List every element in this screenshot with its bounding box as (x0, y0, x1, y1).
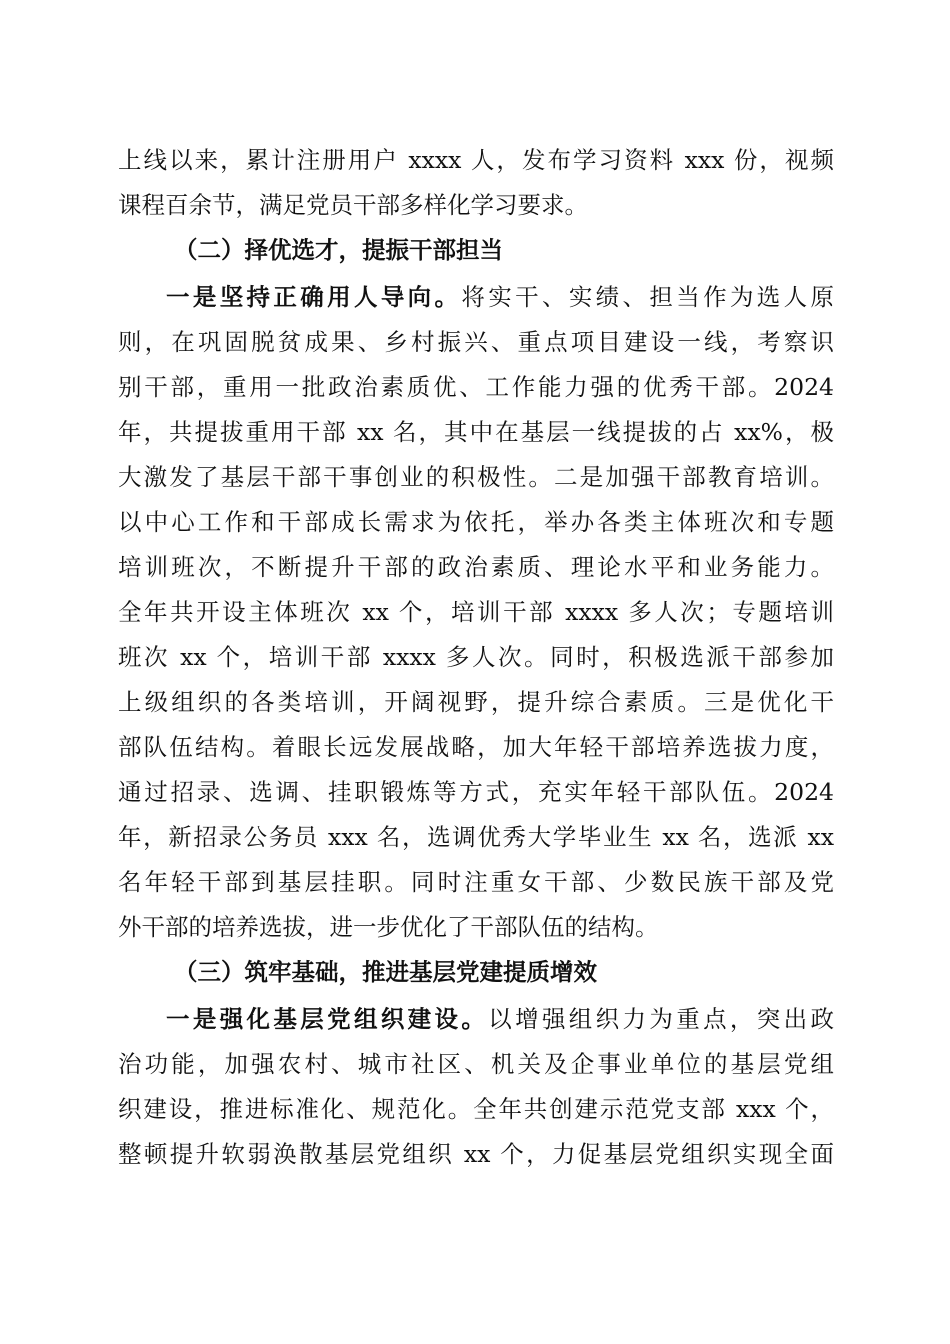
paragraph-line: 课程百余节，满足党员干部多样化学习要求。 (118, 191, 588, 219)
paragraph-text: 以增强组织力为重点，突出政 (488, 1005, 834, 1033)
paragraph-line: 通过招录、选调、挂职锻炼等方式，充实年轻干部队伍。2024 (118, 778, 834, 806)
paragraph-line: 织建设，推进标准化、规范化。全年共创建示范党支部 xxx 个， (118, 1095, 834, 1123)
paragraph-line: 部队伍结构。着眼长远发展战略，加大年轻干部培养选拔力度， (118, 733, 834, 761)
paragraph-line: 大激发了基层干部干事创业的积极性。二是加强干部教育培训。 (118, 463, 834, 491)
paragraph-line: 名年轻干部到基层挂职。同时注重女干部、少数民族干部及党 (118, 868, 834, 896)
section-heading-3: （三）筑牢基础，推进基层党建提质增效 (174, 958, 597, 986)
paragraph-line: 全年共开设主体班次 xx 个，培训干部 xxxx 多人次；专题培训 (118, 598, 834, 626)
paragraph-line: 则，在巩固脱贫成果、乡村振兴、重点项目建设一线，考察识 (118, 328, 834, 356)
paragraph-first-line (118, 999, 834, 1039)
paragraph-line: 整顿提升软弱涣散基层党组织 xx 个，力促基层党组织实现全面 (118, 1140, 834, 1168)
paragraph-line: 外干部的培养选拔，进一步优化了干部队伍的结构。 (118, 913, 659, 941)
lead-phrase: 一是坚持正确用人导向。 (166, 283, 462, 311)
paragraph-line: 上线以来，累计注册用户 xxxx 人，发布学习资料 xxx 份，视频 (118, 146, 834, 174)
paragraph-line: 上级组织的各类培训，开阔视野，提升综合素质。三是优化干 (118, 688, 834, 716)
paragraph-line: 培训班次，不断提升干部的政治素质、理论水平和业务能力。 (118, 553, 834, 581)
paragraph-line: 别干部，重用一批政治素质优、工作能力强的优秀干部。2024 (118, 373, 834, 401)
section-heading-2: （二）择优选才，提振干部担当 (174, 236, 503, 264)
paragraph-text: 将实干、实绩、担当作为选人原 (461, 283, 835, 311)
paragraph-line: 治功能，加强农村、城市社区、机关及企事业单位的基层党组 (118, 1050, 834, 1078)
paragraph-line: 年，新招录公务员 xxx 名，选调优秀大学毕业生 xx 名，选派 xx (118, 823, 834, 851)
paragraph-line: 年，共提拔重用干部 xx 名，其中在基层一线提拔的占 xx%，极 (118, 418, 834, 446)
paragraph-first-line (118, 277, 834, 317)
paragraph-line: 以中心工作和干部成长需求为依托，举办各类主体班次和专题 (118, 508, 834, 536)
lead-phrase: 一是强化基层党组织建设。 (166, 1005, 489, 1033)
paragraph-line: 班次 xx 个，培训干部 xxxx 多人次。同时，积极选派干部参加 (118, 643, 834, 671)
